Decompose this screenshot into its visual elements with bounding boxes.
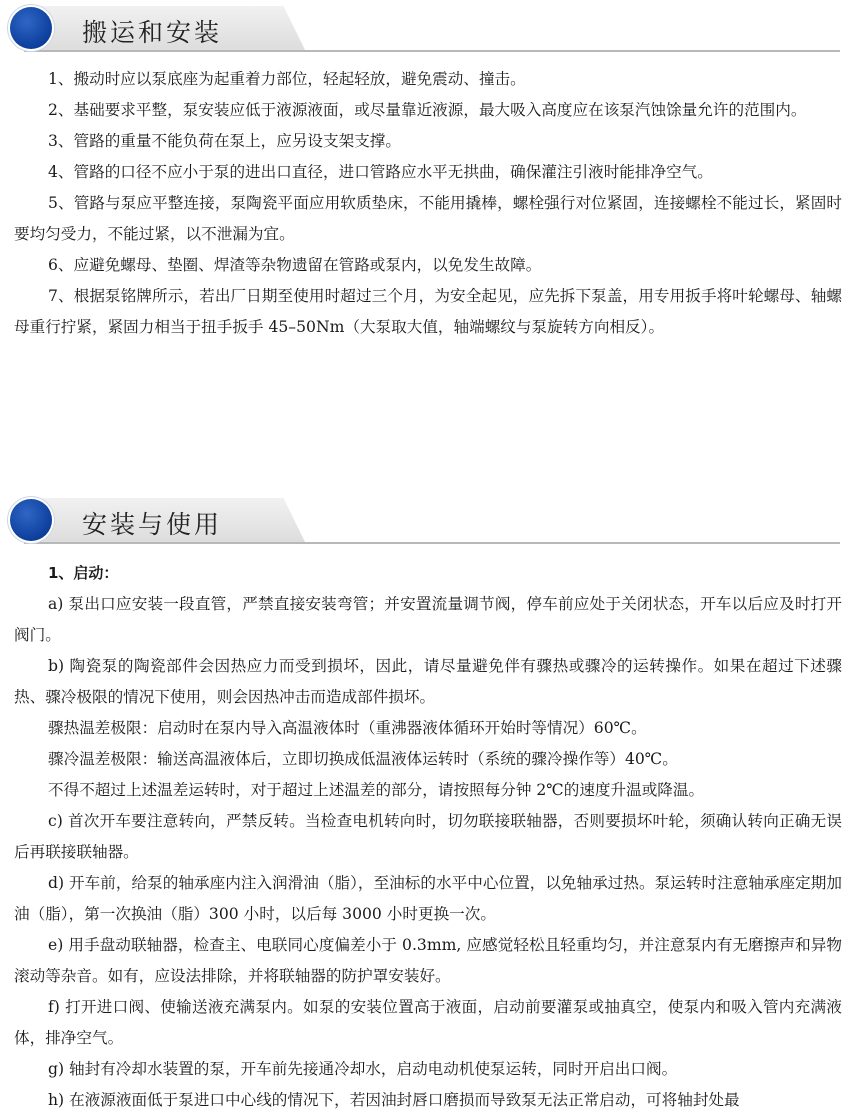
paragraph: 不得不超过上述温差运转时，对于超过上述温差的部分，请按照每分钟 2℃的速度升温或降温。 [48,781,705,799]
paragraph: a) 泵出口应安装一段直管，严禁直接安装弯管；并安置流量调节阀，停车前应处于关闭状态，开车以后应及时打开阀门。 [14,595,842,644]
paragraph: 骤热温差极限：启动时在泵内导入高温液体时（重沸器液体循环开始时等情况）60℃。 [48,719,647,737]
paragraph: 骤冷温差极限：输送高温液体后，立即切换成低温液体运转时（系统的骤冷操作等）40℃。 [48,750,678,768]
blue-dot-icon [10,499,52,541]
section-header-handling [10,6,840,52]
paragraph: 1、搬动时应以泵底座为起重着力部位，轻起轻放，避免震动、撞击。 [48,70,526,88]
paragraph: c) 首次开车要注意转向，严禁反转。当检查电机转向时，切勿联接联轴器，否则要损坏叶轮，须确认转向正确无误后再联接联轴器。 [14,812,842,861]
paragraph: e) 用手盘动联轴器，检查主、电联同心度偏差小于 0.3mm, 应感觉轻松且轻重均匀，并注意泵内有无磨擦声和异物滚动等杂音。如有，应设法排除，并将联轴器的防护罩安装好。 [14,936,842,985]
header-rule [24,50,840,52]
header-rule [24,542,840,544]
section-header-installation [10,498,840,544]
paragraph: 6、应避免螺母、垫圈、焊渣等杂物遗留在管路或泵内，以免发生故障。 [48,256,542,274]
paragraph: 2、基础要求平整，泵安装应低于液源液面，或尽量靠近液源，最大吸入高度应在该泵汽蚀馀量允许的范围内。 [48,101,807,119]
paragraph: 5、管路与泵应平整连接，泵陶瓷平面应用软质垫床，不能用撬棒，螺栓强行对位紧固，连接螺栓不能过长，紧固时要均匀受力，不能过紧，以不泄漏为宜。 [14,194,842,243]
section-body-installation [14,558,842,1116]
paragraph: d) 开车前，给泵的轴承座内注入润滑油（脂），至油标的水平中心位置，以免轴承过热。泵运转时注意轴承座定期加油（脂），第一次换油（脂）300 小时，以后每 3000 小时更换一次。 [14,874,842,923]
paragraph: g) 轴封有冷却水装置的泵，开车前先接通冷却水，启动电动机使泵运转，同时开启出口阀。 [48,1060,678,1078]
paragraph: 7、根据泵铭牌所示，若出厂日期至使用时超过三个月，为安全起见，应先拆下泵盖，用专用扳手将叶轮螺母、轴螺母重行拧紧，紧固力相当于扭手扳手 45–50Nm（大泵取大值，轴端螺纹与泵旋转方向相反）。 [14,287,842,336]
paragraph: f) 打开进口阀、使输送液充满泵内。如泵的安装位置高于液面，启动前要灌泵或抽真空，使泵内和吸入管内充满液体，排净空气。 [14,998,842,1047]
paragraph: 4、管路的口径不应小于泵的进出口直径，进口管路应水平无拱曲，确保灌注引液时能排净空气。 [48,163,713,181]
paragraph: 3、管路的重量不能负荷在泵上，应另设支架支撑。 [48,132,401,150]
paragraph: h) 在液源液面低于泵进口中心线的情况下，若因油封唇口磨损而导致泵无法正常启动，可将轴封处最 [48,1091,740,1109]
section-title: 安装与使用 [82,510,223,539]
paragraph: b) 陶瓷泵的陶瓷部件会因热应力而受到损坏，因此，请尽量避免伴有骤热或骤冷的运转操作。如果在超过下述骤热、骤冷极限的情况下使用，则会因热冲击而造成部件损坏。 [14,657,842,706]
section-body-handling [14,64,842,343]
subheading: 1、启动： [48,564,119,582]
section-title: 搬运和安装 [82,18,223,47]
blue-dot-icon [10,7,52,49]
